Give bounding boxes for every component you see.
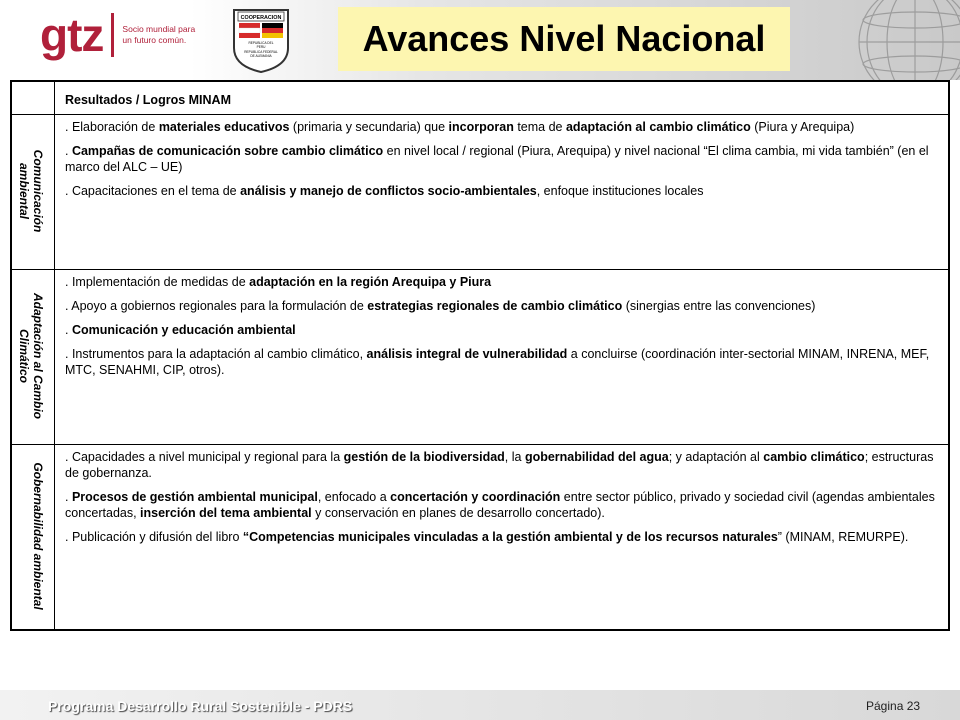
item-text: y conservación en planes de desarrollo concertado).: [311, 506, 605, 520]
logo-divider: [111, 13, 114, 57]
item-bold-text: gestión de la biodiversidad: [343, 450, 505, 464]
list-item: [65, 529, 938, 545]
item-bold-text: cambio climático: [763, 450, 865, 464]
item-text: tema de: [513, 120, 566, 134]
row-content: [55, 270, 950, 445]
item-text: entre sector público, privado y sociedad civil (agendas ambientales concertadas,: [65, 490, 935, 520]
footer-program: Programa Desarrollo Rural Sostenible - PDRS: [48, 698, 353, 714]
item-bold-text: Comunicación y educación ambiental: [71, 323, 296, 337]
table-row: [11, 445, 949, 631]
item-bold-text: incorporan: [448, 120, 514, 134]
row-label-cell: [11, 115, 55, 270]
list-item: [65, 449, 938, 481]
item-text: . Publicación y difusión del libro: [65, 530, 243, 544]
row-label: Adaptación al Cambio Climático: [17, 292, 45, 420]
table-header: Resultados / Logros MINAM: [55, 81, 950, 115]
item-text: (sinergias entre las convenciones): [622, 299, 816, 313]
item-text: (Piura y Arequipa): [750, 120, 855, 134]
item-text: . Implementación de medidas de: [65, 275, 250, 289]
item-text: .: [65, 490, 72, 504]
logo-slogan-line-1: Socio mundial para: [122, 24, 196, 34]
list-item: [65, 298, 938, 314]
page-number: Página 23: [866, 699, 921, 713]
item-bold-text: gobernabilidad del agua: [524, 450, 669, 464]
item-text: , la: [504, 450, 525, 464]
logo-slogan: [122, 24, 195, 46]
list-item: [65, 119, 938, 135]
item-bold-text: análisis integral de vulnerabilidad: [366, 347, 568, 361]
item-bold-text: Procesos de gestión ambiental municipal: [71, 490, 318, 504]
item-text: . Capacitaciones en el tema de: [65, 184, 241, 198]
item-bold-text: análisis y manejo de conflictos socio-ambientales: [240, 184, 537, 198]
svg-text:PERU: PERU: [256, 45, 266, 49]
svg-text:REPUBLICA DEL: REPUBLICA DEL: [248, 41, 274, 45]
globe-icon: [835, 0, 960, 80]
item-bold-text: Campañas de comunicación sobre cambio climático: [71, 144, 384, 158]
table-corner-cell: [11, 81, 55, 115]
item-text: .: [65, 144, 72, 158]
table-row: [11, 115, 949, 270]
page-title: Avances Nivel Nacional: [362, 18, 766, 59]
results-table: [10, 80, 950, 631]
item-bold-text: inserción del tema ambiental: [140, 506, 312, 520]
item-text: ; estructuras de gobernanza.: [65, 450, 934, 480]
list-item: [65, 322, 938, 338]
row-content: [55, 445, 950, 631]
row-label-cell: [11, 445, 55, 631]
item-bold-text: adaptación al cambio climático: [565, 120, 751, 134]
row-content: [55, 115, 950, 270]
list-item: [65, 489, 938, 521]
item-text: ” (MINAM, REMURPE).: [777, 530, 909, 544]
list-item: [65, 346, 938, 378]
results-table-wrapper: [10, 80, 950, 610]
item-bold-text: adaptación en la región Arequipa y Piura: [249, 275, 492, 289]
item-text: .: [65, 323, 72, 337]
row-label-cell: [11, 270, 55, 445]
list-item: [65, 143, 938, 175]
cooperation-badge-icon: [230, 8, 292, 74]
svg-text:REPUBLICA FEDERAL: REPUBLICA FEDERAL: [244, 50, 278, 54]
gtz-logo: [40, 9, 196, 61]
item-text: . Apoyo a gobiernos regionales para la formulación de: [65, 299, 368, 313]
item-text: a concluirse (coordinación inter-sectorial MINAM, INRENA, MEF, MTC, SENAHMI, CIP, otros).: [65, 347, 930, 377]
item-text: en nivel local / regional (Piura, Arequipa) y nivel nacional “El clima cambia, mi vida también” (en el marco del ALC – UE): [65, 144, 929, 174]
svg-text:COOPERACION: COOPERACION: [240, 15, 282, 21]
slide-header: [0, 0, 960, 80]
item-bold-text: “Competencias municipales vinculadas a la gestión ambiental y de los recursos naturales: [242, 530, 778, 544]
item-bold-text: concertación y coordinación: [390, 490, 561, 504]
row-label: Gobernabilidad ambiental: [31, 462, 45, 610]
row-label: Comunicación ambiental: [17, 149, 45, 233]
item-bold-text: materiales educativos: [158, 120, 290, 134]
title-box: [338, 7, 790, 71]
item-bold-text: estrategias regionales de cambio climático: [367, 299, 623, 313]
item-text: . Capacidades a nivel municipal y regional para la: [65, 450, 344, 464]
item-text: , enfoque instituciones locales: [536, 184, 704, 198]
table-row: [11, 270, 949, 445]
list-item: [65, 274, 938, 290]
item-text: , enfocado a: [317, 490, 391, 504]
item-text: . Instrumentos para la adaptación al cambio climático,: [65, 347, 367, 361]
list-item: [65, 183, 938, 199]
item-text: . Elaboración de: [65, 120, 159, 134]
logo-text: gtz: [40, 9, 104, 61]
item-text: (primaria y secundaria) que: [289, 120, 449, 134]
item-text: ; y adaptación al: [668, 450, 764, 464]
svg-text:DE ALEMANIA: DE ALEMANIA: [250, 54, 272, 58]
logo-slogan-line-2: un futuro común.: [122, 35, 187, 45]
